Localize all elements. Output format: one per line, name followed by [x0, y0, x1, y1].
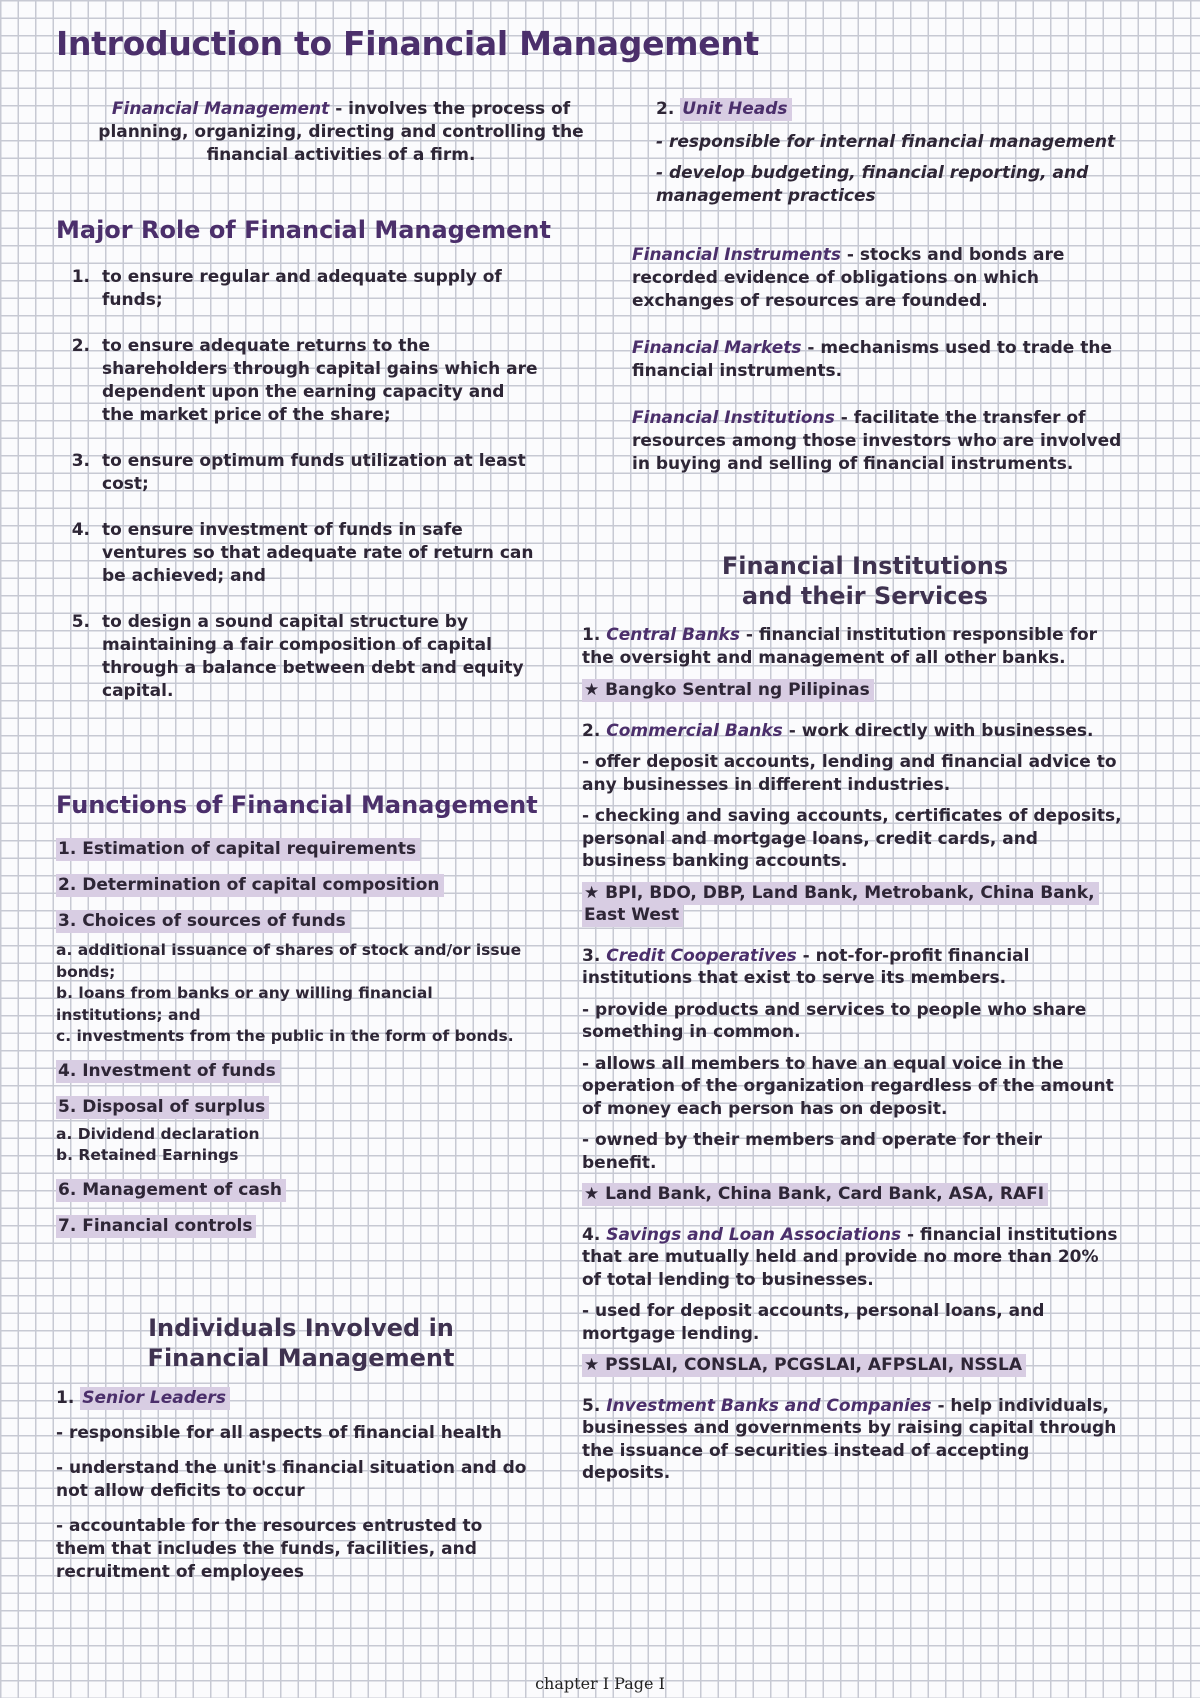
intro-definition: [76, 98, 606, 167]
function-item: 4. Investment of funds: [56, 1060, 280, 1083]
unit-heads: 2. Unit Heads - responsible for internal financial management - develop budgeting, financial reporting, and management practices: [656, 98, 1156, 208]
example-badge: ★ PSSLAI, CONSLA, PCGSLAI, AFPSLAI, NSSLA: [582, 1354, 1026, 1377]
commercial-banks: 2. Commercial Banks - work directly with businesses.: [582, 720, 1094, 741]
page-title: Introduction to Financial Management: [56, 24, 760, 63]
function-subitem: b. loans from banks or any willing financial institutions; and: [56, 984, 433, 1024]
central-banks: 1. Central Banks - financial institution responsible for the oversight and management of all other banks.: [582, 625, 1098, 668]
senior-leaders: 1. Senior Leaders - responsible for all aspects of financial health - understand the unit's financial situation and do not allow deficits to occur - accountable for the resources entrusted to them that includes the funds, facilities, and recruitment of employees: [56, 1387, 536, 1584]
functions-heading: Functions of Financial Management: [56, 791, 538, 819]
point: - used for deposit accounts, personal loans, and mortgage lending.: [582, 1301, 1045, 1344]
credit-cooperatives: 3. Credit Cooperatives - not-for-profit financial institutions that exist to serve its members.: [582, 945, 1030, 988]
function-item: 7. Financial controls: [56, 1215, 256, 1238]
point: - provide products and services to people who share something in common.: [582, 999, 1087, 1042]
function-subitem: a. additional issuance of shares of stock and/or issue bonds;: [56, 941, 522, 981]
definition-item: Financial Markets - mechanisms used to trade the financial instruments.: [632, 338, 1113, 381]
list-item: 1. to ensure regular and adequate supply of funds;: [71, 267, 502, 310]
senior-point: - responsible for all aspects of financial health: [56, 1423, 502, 1443]
point: - owned by their members and operate for their benefit.: [582, 1130, 1043, 1173]
senior-leaders-label: Senior Leaders: [80, 1387, 230, 1410]
institutions-list: [582, 624, 1122, 1485]
point: - allows all members to have an equal voice in the operation of the organization regardless of the amount of money each person has on deposit.: [582, 1053, 1114, 1119]
intro-term: Financial Management: [111, 99, 330, 119]
function-item: 2. Determination of capital composition: [56, 874, 444, 897]
unit-point: - responsible for internal financial management: [656, 132, 1116, 152]
function-subitem: a. Dividend declaration: [56, 1124, 260, 1143]
senior-point: - understand the unit's financial situation and do not allow deficits to occur: [56, 1458, 527, 1501]
example-badge: ★ BPI, BDO, DBP, Land Bank, Metrobank, China Bank, East West: [582, 882, 1099, 928]
functions-list: [56, 838, 536, 1237]
definitions: [632, 244, 1132, 476]
function-item: 5. Disposal of surplus: [56, 1096, 269, 1119]
intro-text: - involves the process of planning, organizing, directing and controlling the financial activities of a firm.: [98, 99, 584, 165]
example-badge: ★ Bangko Sentral ng Pilipinas: [582, 679, 874, 702]
definition-item: Financial Instruments - stocks and bonds are recorded evidence of obligations on which exchanges of resources are founded.: [632, 245, 1065, 311]
major-role-list: [56, 266, 542, 703]
senior-point: - accountable for the resources entrusted to them that includes the funds, facilities, and recruitment of employees: [56, 1516, 483, 1582]
unit-heads-label: Unit Heads: [680, 98, 791, 121]
point: - checking and saving accounts, certificates of deposits, personal and mortgage loans, credit cards, and business banking accounts.: [582, 806, 1122, 871]
individuals-heading: Individuals Involved in Financial Management: [147, 1314, 455, 1372]
list-item: 5. to design a sound capital structure by maintaining a fair composition of capital through a balance between debt and equity capital.: [71, 612, 524, 701]
function-subitem: b. Retained Earnings: [56, 1146, 239, 1164]
function-item: 1. Estimation of capital requirements: [56, 838, 420, 861]
list-item: 2. to ensure adequate returns to the shareholders through capital gains which are dependent upon the earning capacity and the market price of the share;: [71, 336, 538, 425]
major-role-heading: Major Role of Financial Management: [56, 216, 551, 244]
list-item: 4. to ensure investment of funds in safe ventures so that adequate rate of return can be achieved; and: [71, 520, 534, 586]
savings-loan: 4. Savings and Loan Associations - financial institutions that are mutually held and provide no more than 20% of total lending to businesses.: [582, 1224, 1118, 1290]
definition-item: Financial Institutions - facilitate the transfer of resources among those investors who are involved in buying and selling of financial instruments.: [632, 408, 1122, 474]
point: - offer deposit accounts, lending and financial advice to any businesses in different industries.: [582, 752, 1117, 795]
list-item: 3. to ensure optimum funds utilization at least cost;: [71, 451, 526, 494]
institutions-heading: Financial Institutions and their Services: [721, 552, 1009, 610]
function-item: 6. Management of cash: [56, 1179, 286, 1202]
page-footer: chapter I Page I: [535, 1674, 665, 1693]
function-item: 3. Choices of sources of funds: [56, 910, 350, 933]
investment-banks: 5. Investment Banks and Companies - help individuals, businesses and governments by raising capital through the issuance of securities instead of accepting deposits.: [582, 1395, 1117, 1483]
unit-point: - develop budgeting, financial reporting, and management practices: [656, 163, 1089, 206]
example-badge: ★ Land Bank, China Bank, Card Bank, ASA, RAFI: [582, 1183, 1048, 1206]
function-subitem: c. investments from the public in the form of bonds.: [56, 1027, 514, 1045]
